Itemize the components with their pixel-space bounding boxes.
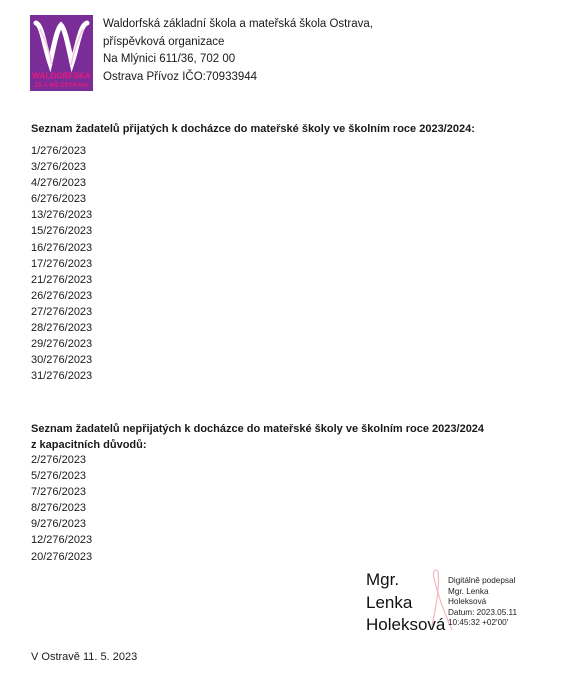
list-item: 5/276/2023 xyxy=(31,470,87,483)
list-item: 20/276/2023 xyxy=(31,550,93,563)
rejected-list xyxy=(31,452,92,565)
list-item: 1/276/2023 xyxy=(31,145,87,157)
header-line: Ostrava Přívoz IČO:70933944 xyxy=(103,70,258,83)
signer-name-line: Holeksová xyxy=(366,615,446,634)
list-item: 3/276/2023 xyxy=(31,161,87,174)
header-line: příspěvková organizace xyxy=(103,35,225,48)
signature-detail-line: Holeksová xyxy=(448,597,487,606)
list-item: 21/276/2023 xyxy=(31,273,93,286)
list-item: 2/276/2023 xyxy=(31,454,87,466)
list-item: 6/276/2023 xyxy=(31,193,87,206)
list-item: 9/276/2023 xyxy=(31,518,87,531)
rejected-title-line: Seznam žadatelů nepřijatých k docházce do mateřské školy ve školním roce 2023/2024 xyxy=(31,423,485,435)
list-item: 26/276/2023 xyxy=(31,289,93,302)
accepted-list xyxy=(31,143,92,384)
list-item: 15/276/2023 xyxy=(31,225,93,238)
signer-name-line: Lenka xyxy=(366,592,413,612)
list-item: 16/276/2023 xyxy=(31,241,93,254)
list-item: 28/276/2023 xyxy=(31,322,93,335)
signature-detail-line: 10:45:32 +02'00' xyxy=(448,618,509,627)
list-item: 4/276/2023 xyxy=(31,177,87,190)
list-item: 7/276/2023 xyxy=(31,486,87,499)
rejected-title-line: z kapacitních důvodů: xyxy=(31,439,147,451)
logo-text-line-2: ZŠ A MŠ OSTRAVA xyxy=(34,83,89,89)
signature-detail-line: Datum: 2023.05.11 xyxy=(448,607,518,617)
list-item: 31/276/2023 xyxy=(31,370,93,383)
list-item: 12/276/2023 xyxy=(31,534,93,547)
list-item: 27/276/2023 xyxy=(31,305,93,318)
signer-name-line: Mgr. xyxy=(366,570,400,589)
signature-detail-line: Digitálně podepsal xyxy=(448,576,516,585)
place-date: V Ostravě 11. 5. 2023 xyxy=(31,651,138,663)
list-item: 13/276/2023 xyxy=(31,209,93,222)
list-item: 29/276/2023 xyxy=(31,338,93,351)
list-item: 30/276/2023 xyxy=(31,354,93,367)
school-header xyxy=(103,16,373,86)
signature-details xyxy=(448,576,517,629)
rejected-title xyxy=(31,421,484,453)
logo-text-line-1: WALDORFSKÁ xyxy=(32,71,91,81)
signature-detail-line: Mgr. Lenka xyxy=(448,586,489,596)
header-line: Na Mlýnici 611/36, 702 00 xyxy=(103,53,236,65)
school-logo xyxy=(30,15,93,91)
header-line: Waldorfská základní škola a mateřská škola Ostrava, xyxy=(103,18,373,30)
list-item: 17/276/2023 xyxy=(31,257,93,270)
accepted-title: Seznam žadatelů přijatých k docházce do mateřské školy ve školním roce 2023/2024: xyxy=(31,123,475,135)
list-item: 8/276/2023 xyxy=(31,502,87,515)
